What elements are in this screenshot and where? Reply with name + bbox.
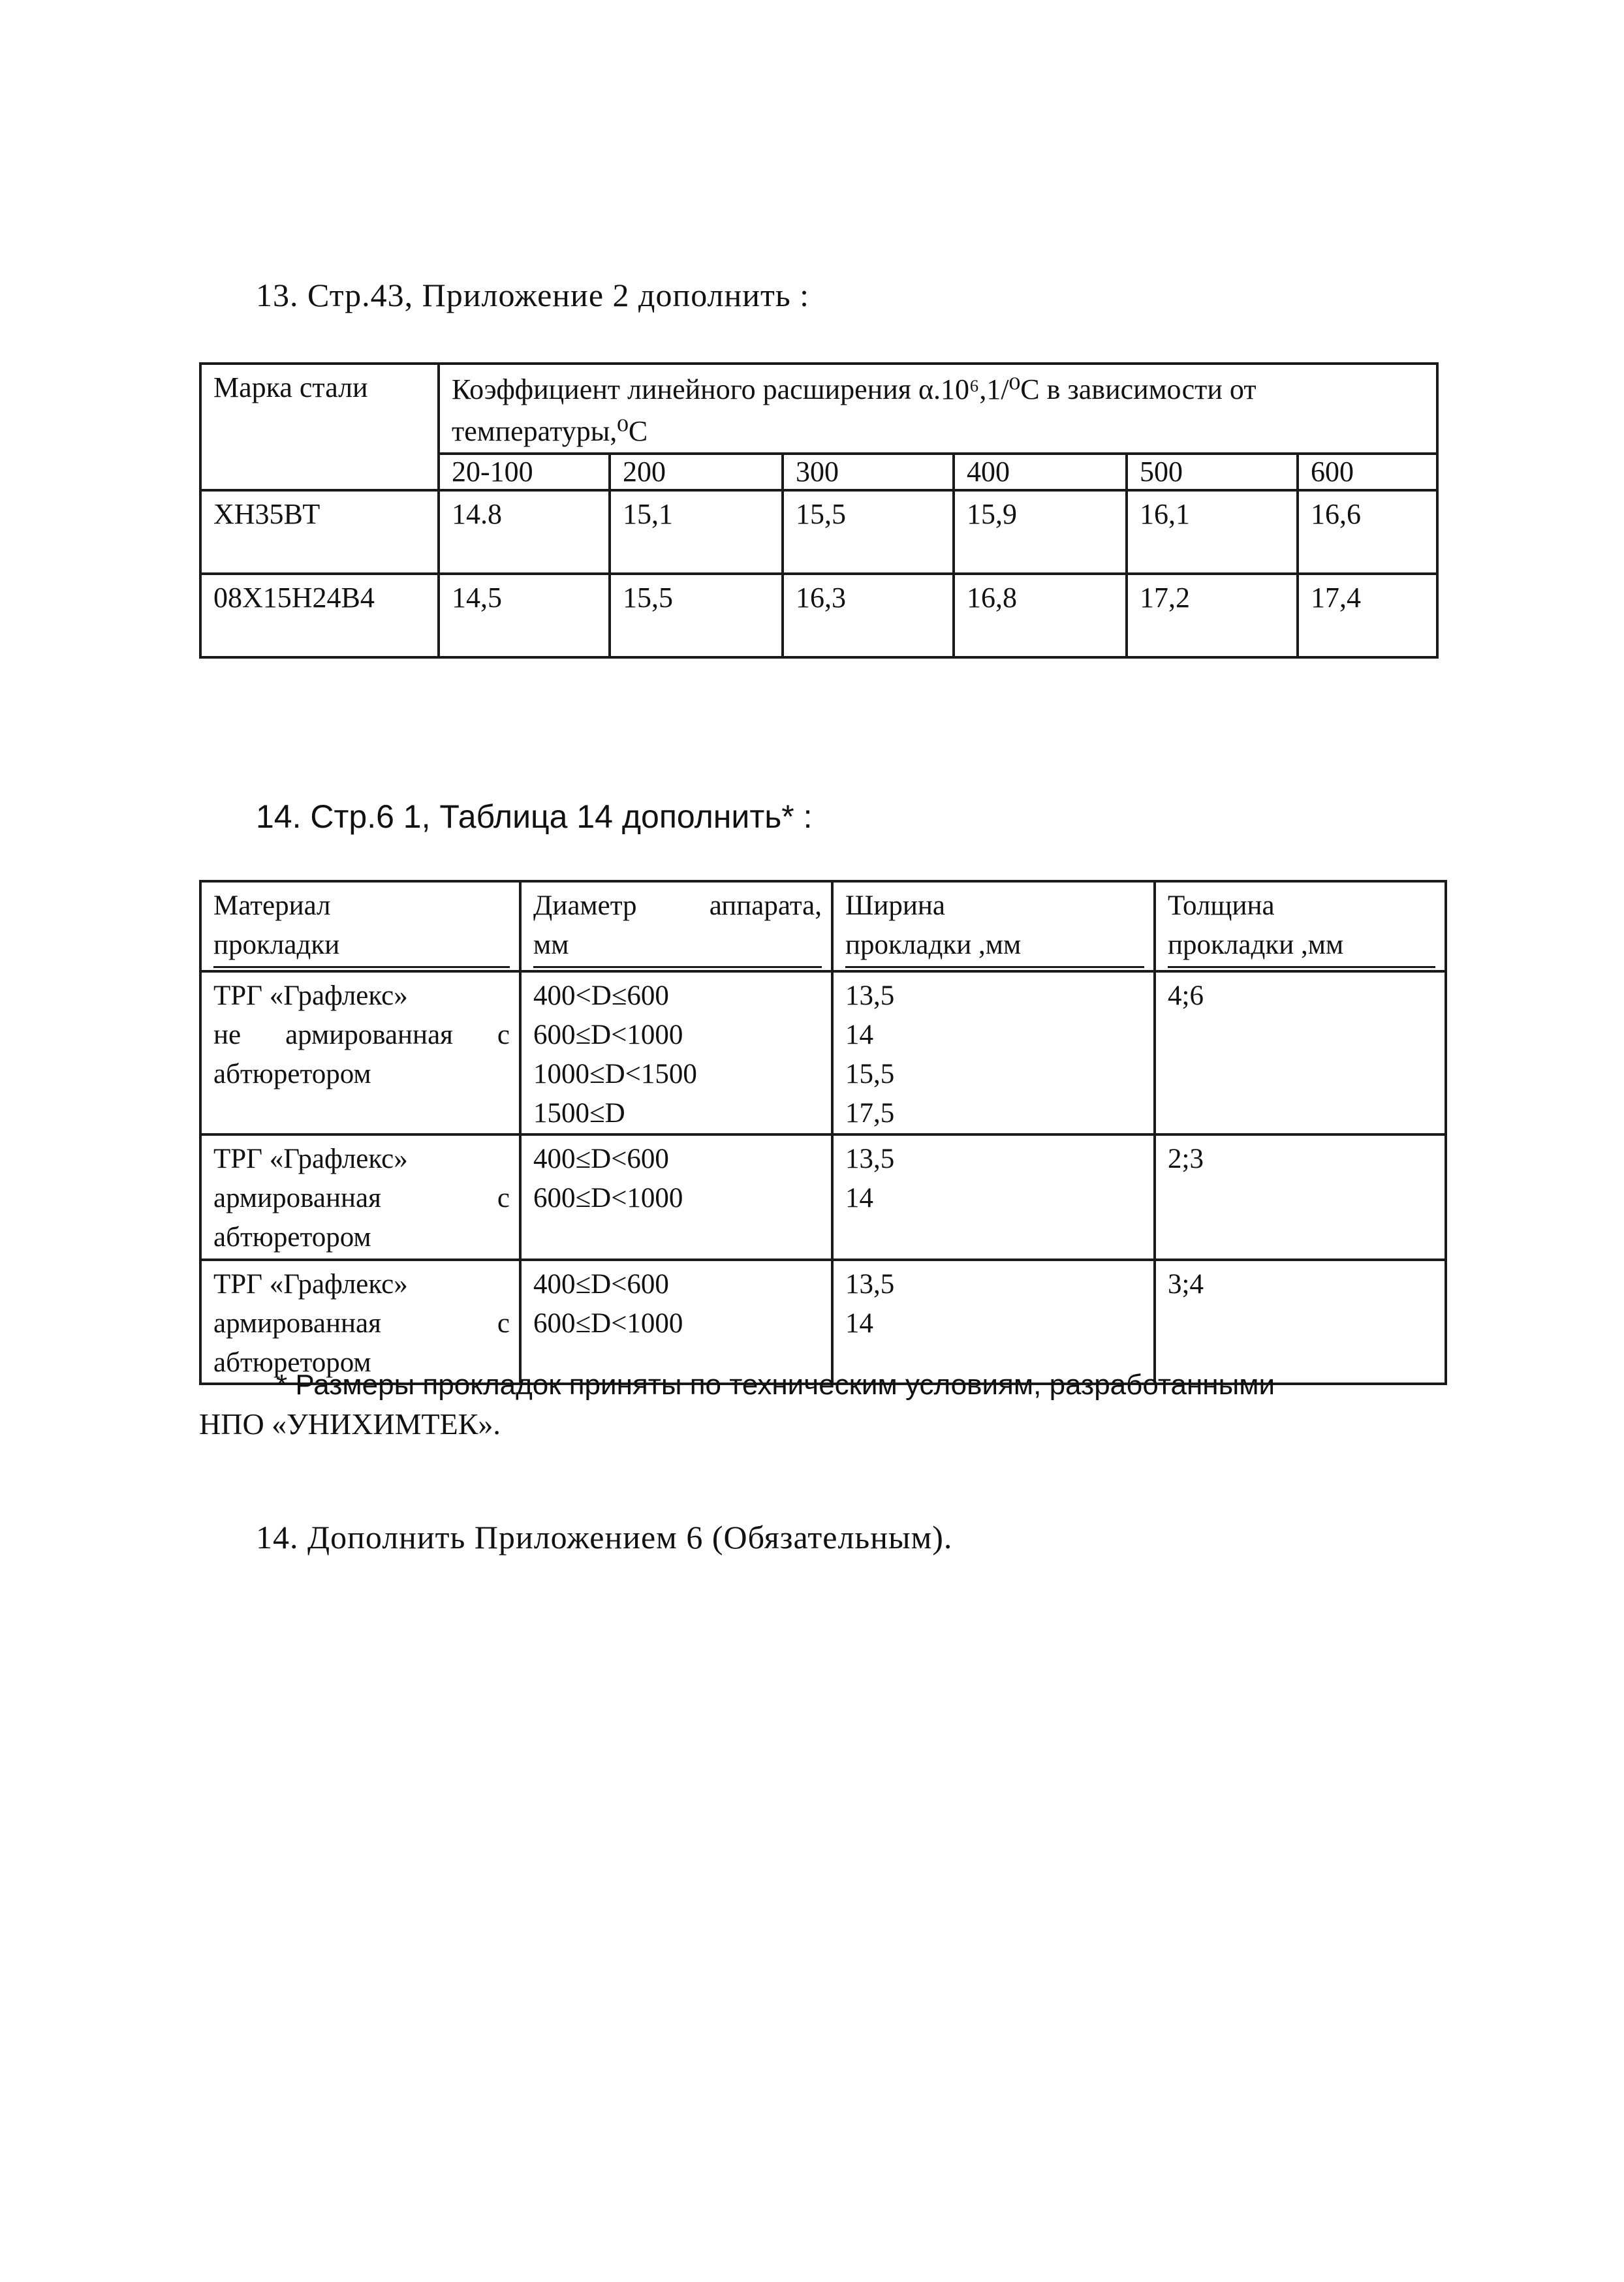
coefficient-cell: 17,2	[1127, 574, 1298, 657]
header-diameter	[520, 881, 832, 971]
width-value: 13,5	[845, 980, 895, 1011]
material-line: ТРГ «Графлекс»	[213, 1269, 408, 1300]
material-line: армированная с	[213, 1183, 510, 1213]
diameter-cell	[520, 971, 832, 1134]
diameter-range: 600≤D<1000	[533, 1183, 683, 1213]
width-value: 13,5	[845, 1144, 895, 1174]
header-width	[832, 881, 1155, 971]
coefficient-cell: 14,5	[439, 574, 610, 657]
material-line: не армированная с	[213, 1020, 510, 1050]
diameter-cell	[520, 1134, 832, 1260]
width-cell	[832, 971, 1155, 1134]
coefficient-cell: 16,6	[1298, 490, 1437, 574]
temperature-header: 400	[954, 454, 1127, 490]
material-line: армированная с	[213, 1308, 510, 1339]
footnote-line1: * Размеры прокладок приняты по техническим условиям, разработанными	[276, 1369, 1275, 1401]
steel-grade-cell: ХН35ВТ	[200, 490, 439, 574]
coefficient-cell: 17,4	[1298, 574, 1437, 657]
width-cell	[832, 1134, 1155, 1260]
material-line: абтюретором	[213, 1059, 371, 1089]
header-material-line2: прокладки	[213, 926, 510, 968]
material-cell	[200, 1134, 520, 1260]
appendix-6-heading: 14. Дополнить Приложением 6 (Обязательным).	[256, 1519, 953, 1555]
header-material-line1: Материал	[213, 890, 331, 921]
coefficient-cell: 16,8	[954, 574, 1127, 657]
material-line: абтюретором	[213, 1222, 371, 1253]
diameter-range: 600≤D<1000	[533, 1020, 683, 1050]
material-cell	[200, 971, 520, 1134]
header-steel-grade: Марка стали	[200, 364, 439, 490]
thickness-cell: 2;3	[1155, 1134, 1446, 1260]
steel-grade-cell: 08Х15Н24В4	[200, 574, 439, 657]
width-value: 14	[845, 1183, 873, 1213]
gasket-dimensions-table	[199, 880, 1447, 1385]
section-13-heading: 13. Стр.43, Приложение 2 дополнить :	[256, 277, 810, 313]
coefficient-cell: 16,3	[783, 574, 954, 657]
header-thickness-line1: Толщина	[1168, 890, 1275, 921]
diameter-range: 1500≤D	[533, 1098, 625, 1129]
temperature-header: 300	[783, 454, 954, 490]
header-width-line1: Ширина	[845, 890, 945, 921]
header-coefficient-line2: температуры,⁰C	[452, 415, 648, 447]
diameter-range: 400≤D<600	[533, 1144, 669, 1174]
width-value: 14	[845, 1020, 873, 1050]
section-14-heading: 14. Стр.6 1, Таблица 14 дополнить* :	[256, 798, 813, 835]
thickness-cell: 3;4	[1155, 1260, 1446, 1384]
thickness-cell: 4;6	[1155, 971, 1446, 1134]
width-value: 14	[845, 1308, 873, 1339]
header-diameter-line1: Диаметр аппарата,	[533, 890, 822, 921]
temperature-header: 200	[610, 454, 783, 490]
temperature-header: 20-100	[439, 454, 610, 490]
width-value: 13,5	[845, 1269, 895, 1300]
header-width-line2: прокладки ,мм	[845, 926, 1144, 968]
material-line: ТРГ «Графлекс»	[213, 980, 408, 1011]
header-thickness	[1155, 881, 1446, 971]
coefficient-cell: 16,1	[1127, 490, 1298, 574]
width-value: 15,5	[845, 1059, 895, 1089]
header-coefficient-line1: Коэффициент линейного расширения α.10⁶,1/⁰C в зависимости от	[452, 373, 1257, 405]
material-line: абтюретором	[213, 1347, 371, 1378]
header-coefficient	[439, 364, 1437, 454]
table-row	[200, 971, 1446, 1134]
diameter-range: 1000≤D<1500	[533, 1059, 697, 1089]
coefficient-cell: 15,5	[783, 490, 954, 574]
coefficient-cell: 15,9	[954, 490, 1127, 574]
coefficient-cell: 15,1	[610, 490, 783, 574]
table-row	[200, 574, 1437, 657]
diameter-range: 400<D≤600	[533, 980, 669, 1011]
material-line: ТРГ «Графлекс»	[213, 1144, 408, 1174]
coefficient-cell: 15,5	[610, 574, 783, 657]
header-diameter-line2: мм	[533, 926, 822, 968]
diameter-range: 400≤D<600	[533, 1269, 669, 1300]
width-value: 17,5	[845, 1098, 895, 1129]
table-row	[200, 490, 1437, 574]
footnote-line2: НПО «УНИХИМТЕК».	[199, 1407, 501, 1441]
header-material	[200, 881, 520, 971]
temperature-header: 500	[1127, 454, 1298, 490]
footnote	[199, 1366, 1394, 1444]
diameter-range: 600≤D<1000	[533, 1308, 683, 1339]
thermal-expansion-table	[199, 362, 1439, 659]
temperature-header: 600	[1298, 454, 1437, 490]
table-row	[200, 1134, 1446, 1260]
header-thickness-line2: прокладки ,мм	[1168, 926, 1435, 968]
coefficient-cell: 14.8	[439, 490, 610, 574]
